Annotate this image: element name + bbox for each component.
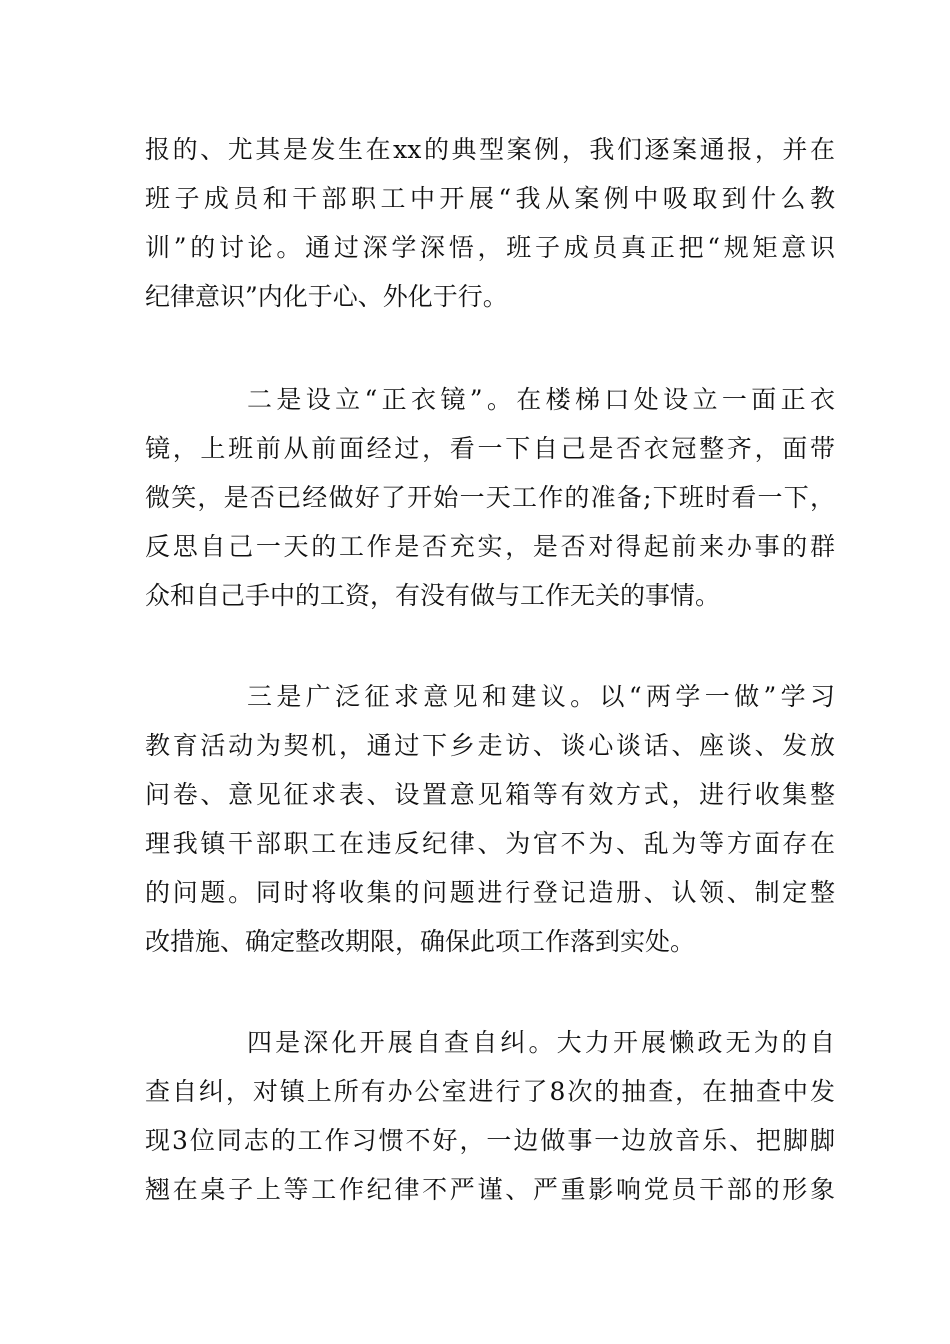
paragraph-case-study bbox=[145, 125, 835, 321]
text-line: 理我镇干部职工在违反纪律、为官不为、乱为等方面存在 bbox=[145, 829, 835, 858]
text-line: 训”的讨论。通过深学深悟，班子成员真正把“规矩意识 bbox=[145, 233, 835, 262]
text-line: 问卷、意见征求表、设置意见箱等有效方式，进行收集整 bbox=[145, 780, 835, 809]
text-line: 翘在桌子上等工作纪律不严谨、严重影响党员干部的形象 bbox=[145, 1175, 835, 1204]
text-line: 二是设立“正衣镜”。在楼梯口处设立一面正衣 bbox=[247, 385, 835, 414]
text-line: 查自纠，对镇上所有办公室进行了8次的抽查，在抽查中发 bbox=[145, 1077, 835, 1106]
text-line: 反思自己一天的工作是否充实，是否对得起前来办事的群 bbox=[145, 532, 835, 561]
text-line: 报的、尤其是发生在xx的典型案例，我们逐案通报，并在 bbox=[145, 135, 835, 164]
paragraph-opinions bbox=[145, 672, 835, 966]
text-line: 的问题。同时将收集的问题进行登记造册、认领、制定整 bbox=[145, 878, 835, 907]
text-line: 现3位同志的工作习惯不好，一边做事一边放音乐、把脚脚 bbox=[145, 1126, 835, 1155]
text-line: 镜，上班前从前面经过，看一下自己是否衣冠整齐，面带 bbox=[145, 434, 835, 463]
text-line: 众和自己手中的工资，有没有做与工作无关的事情。 bbox=[145, 581, 721, 610]
text-line: 改措施、确定整改期限，确保此项工作落到实处。 bbox=[145, 927, 696, 956]
text-line: 微笑，是否已经做好了开始一天工作的准备;下班时看一下， bbox=[145, 483, 835, 512]
text-line: 纪律意识”内化于心、外化于行。 bbox=[145, 282, 508, 311]
text-line: 四是深化开展自查自纠。大力开展懒政无为的自 bbox=[247, 1028, 835, 1057]
paragraph-self-inspection bbox=[145, 1018, 835, 1214]
paragraph-mirror bbox=[145, 375, 835, 620]
text-line: 班子成员和干部职工中开展“我从案例中吸取到什么教 bbox=[145, 184, 835, 213]
text-line: 三是广泛征求意见和建议。以“两学一做”学习 bbox=[247, 682, 835, 711]
text-line: 教育活动为契机，通过下乡走访、谈心谈话、座谈、发放 bbox=[145, 731, 835, 760]
